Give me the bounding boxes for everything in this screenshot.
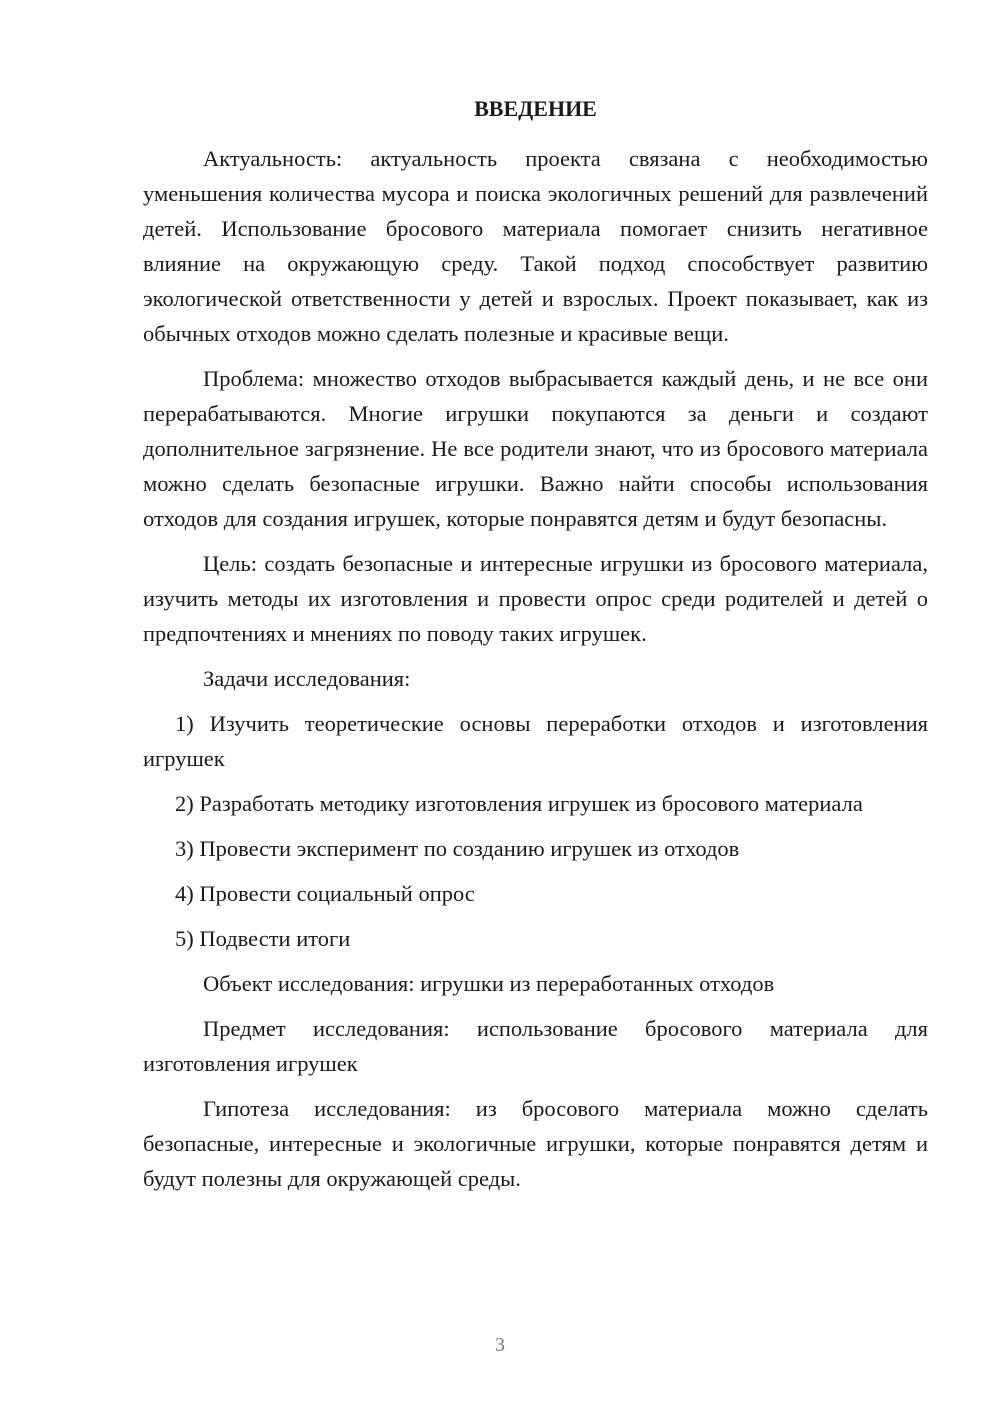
task-item-3: 3) Провести эксперимент по созданию игрушек из отходов bbox=[175, 836, 740, 861]
task-item-5: 5) Подвести итоги bbox=[175, 926, 351, 951]
document-page bbox=[143, 92, 928, 1196]
goal-paragraph: Цель: создать безопасные и интересные игрушки из бросового материала, изучить методы их изготовления и провести опрос среди родителей и детей о предпочтениях и мнениях по поводу таких игрушек. bbox=[143, 551, 928, 646]
problem-paragraph: Проблема: множество отходов выбрасывается каждый день, и не все они перерабатываются. Многие игрушки покупаются за деньги и создают дополнительное загрязнение. Не все родители знают, что из бросового материала можно сделать безопасные игрушки. Важно найти способы использования отходов для создания игрушек, которые понравятся детям и будут безопасны. bbox=[143, 366, 928, 531]
subject-paragraph: Предмет исследования: использование бросового материала для изготовления игрушек bbox=[143, 1016, 928, 1076]
hypothesis-paragraph: Гипотеза исследования: из бросового материала можно сделать безопасные, интересные и экологичные игрушки, которые понравятся детям и будут полезны для окружающей среды. bbox=[143, 1096, 928, 1191]
page-number: 3 bbox=[495, 1334, 505, 1356]
tasks-heading: Задачи исследования: bbox=[203, 666, 411, 691]
task-item-4: 4) Провести социальный опрос bbox=[175, 881, 475, 906]
task-item-2: 2) Разработать методику изготовления игрушек из бросового материала bbox=[175, 791, 863, 816]
relevance-paragraph: Актуальность: актуальность проекта связана с необходимостью уменьшения количества мусора и поиска экологичных решений для развлечений детей. Использование бросового материала помогает снизить негативное влияние на окружающую среду. Такой подход способствует развитию экологической ответственности у детей и взрослых. Проект показывает, как из обычных отходов можно сделать полезные и красивые вещи. bbox=[143, 146, 928, 346]
object-paragraph: Объект исследования: игрушки из переработанных отходов bbox=[203, 971, 775, 996]
page-title: ВВЕДЕНИЕ bbox=[474, 96, 597, 121]
task-item-1: 1) Изучить теоретические основы переработки отходов и изготовления игрушек bbox=[143, 711, 928, 771]
